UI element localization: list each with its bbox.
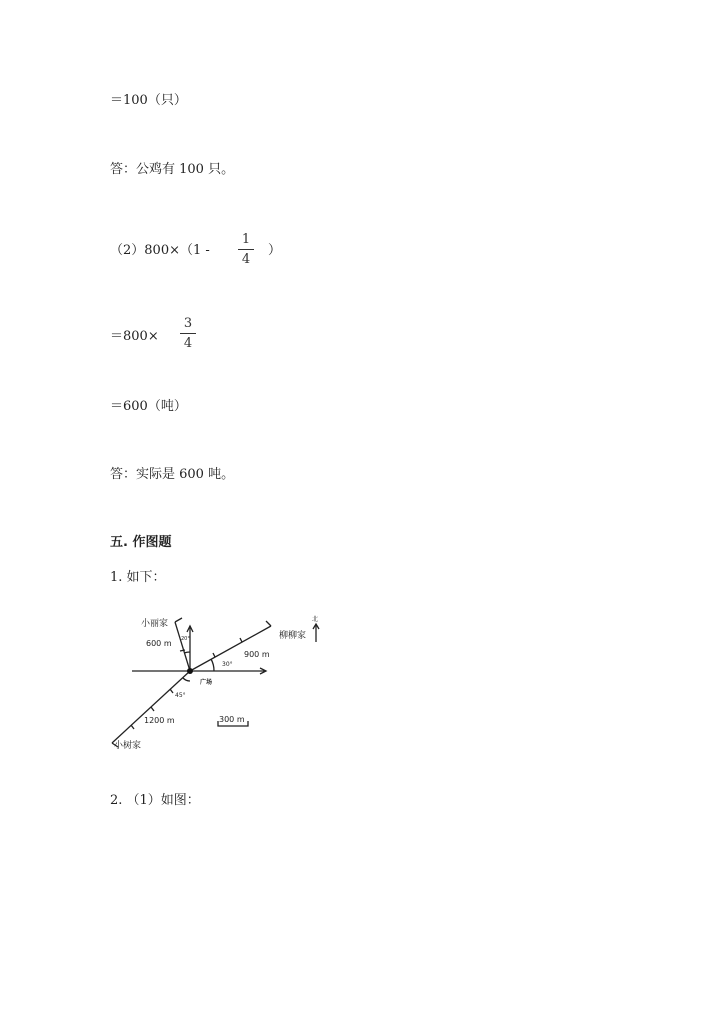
fraction-numerator: 3 (183, 316, 193, 331)
equation-line-2-prefix: （2）800×（1 - (110, 243, 210, 258)
section-heading: 五. 作图题 (110, 535, 172, 550)
angle-20-label: 20° (181, 636, 190, 642)
item-2-label: 2. （1）如图： (110, 793, 200, 808)
equation-line-4: ＝600（吨） (110, 399, 187, 414)
item-1-label: 1. 如下： (110, 570, 166, 585)
answer-line-2: 答：实际是 600 吨。 (110, 467, 235, 482)
equation-line-1: ＝100（只） (110, 93, 187, 108)
equation-line-2 (110, 239, 210, 258)
answer-line-1: 答：公鸡有 100 只。 (110, 162, 235, 177)
fraction-three-quarters (180, 316, 196, 351)
equation-line-2-suffix: ） (268, 243, 282, 258)
distance-1200-label: 1200 m (144, 716, 175, 725)
fraction-one-quarter (238, 232, 254, 267)
square-point (187, 668, 193, 674)
scale-label: 300 m (219, 715, 245, 724)
fraction-bar (180, 333, 196, 334)
distance-900-label: 900 m (244, 650, 270, 659)
fraction-numerator: 1 (241, 232, 251, 247)
fraction-denominator: 4 (183, 336, 193, 351)
north-label: 北 (312, 616, 319, 623)
xiaoshu-home-label: 小树家 (114, 741, 142, 751)
xiaoli-home-label: 小丽家 (141, 619, 169, 629)
square-label: 广场 (200, 679, 213, 686)
distance-600-label: 600 m (146, 639, 172, 648)
angle-45-label: 45° (175, 692, 186, 699)
fraction-denominator: 4 (241, 252, 251, 267)
equation-line-3: ＝800× (110, 329, 159, 344)
angle-30-label: 30° (222, 661, 233, 668)
direction-map-diagram (108, 608, 338, 758)
fraction-bar (238, 249, 254, 250)
liuliu-home-label: 柳柳家 (279, 631, 307, 641)
